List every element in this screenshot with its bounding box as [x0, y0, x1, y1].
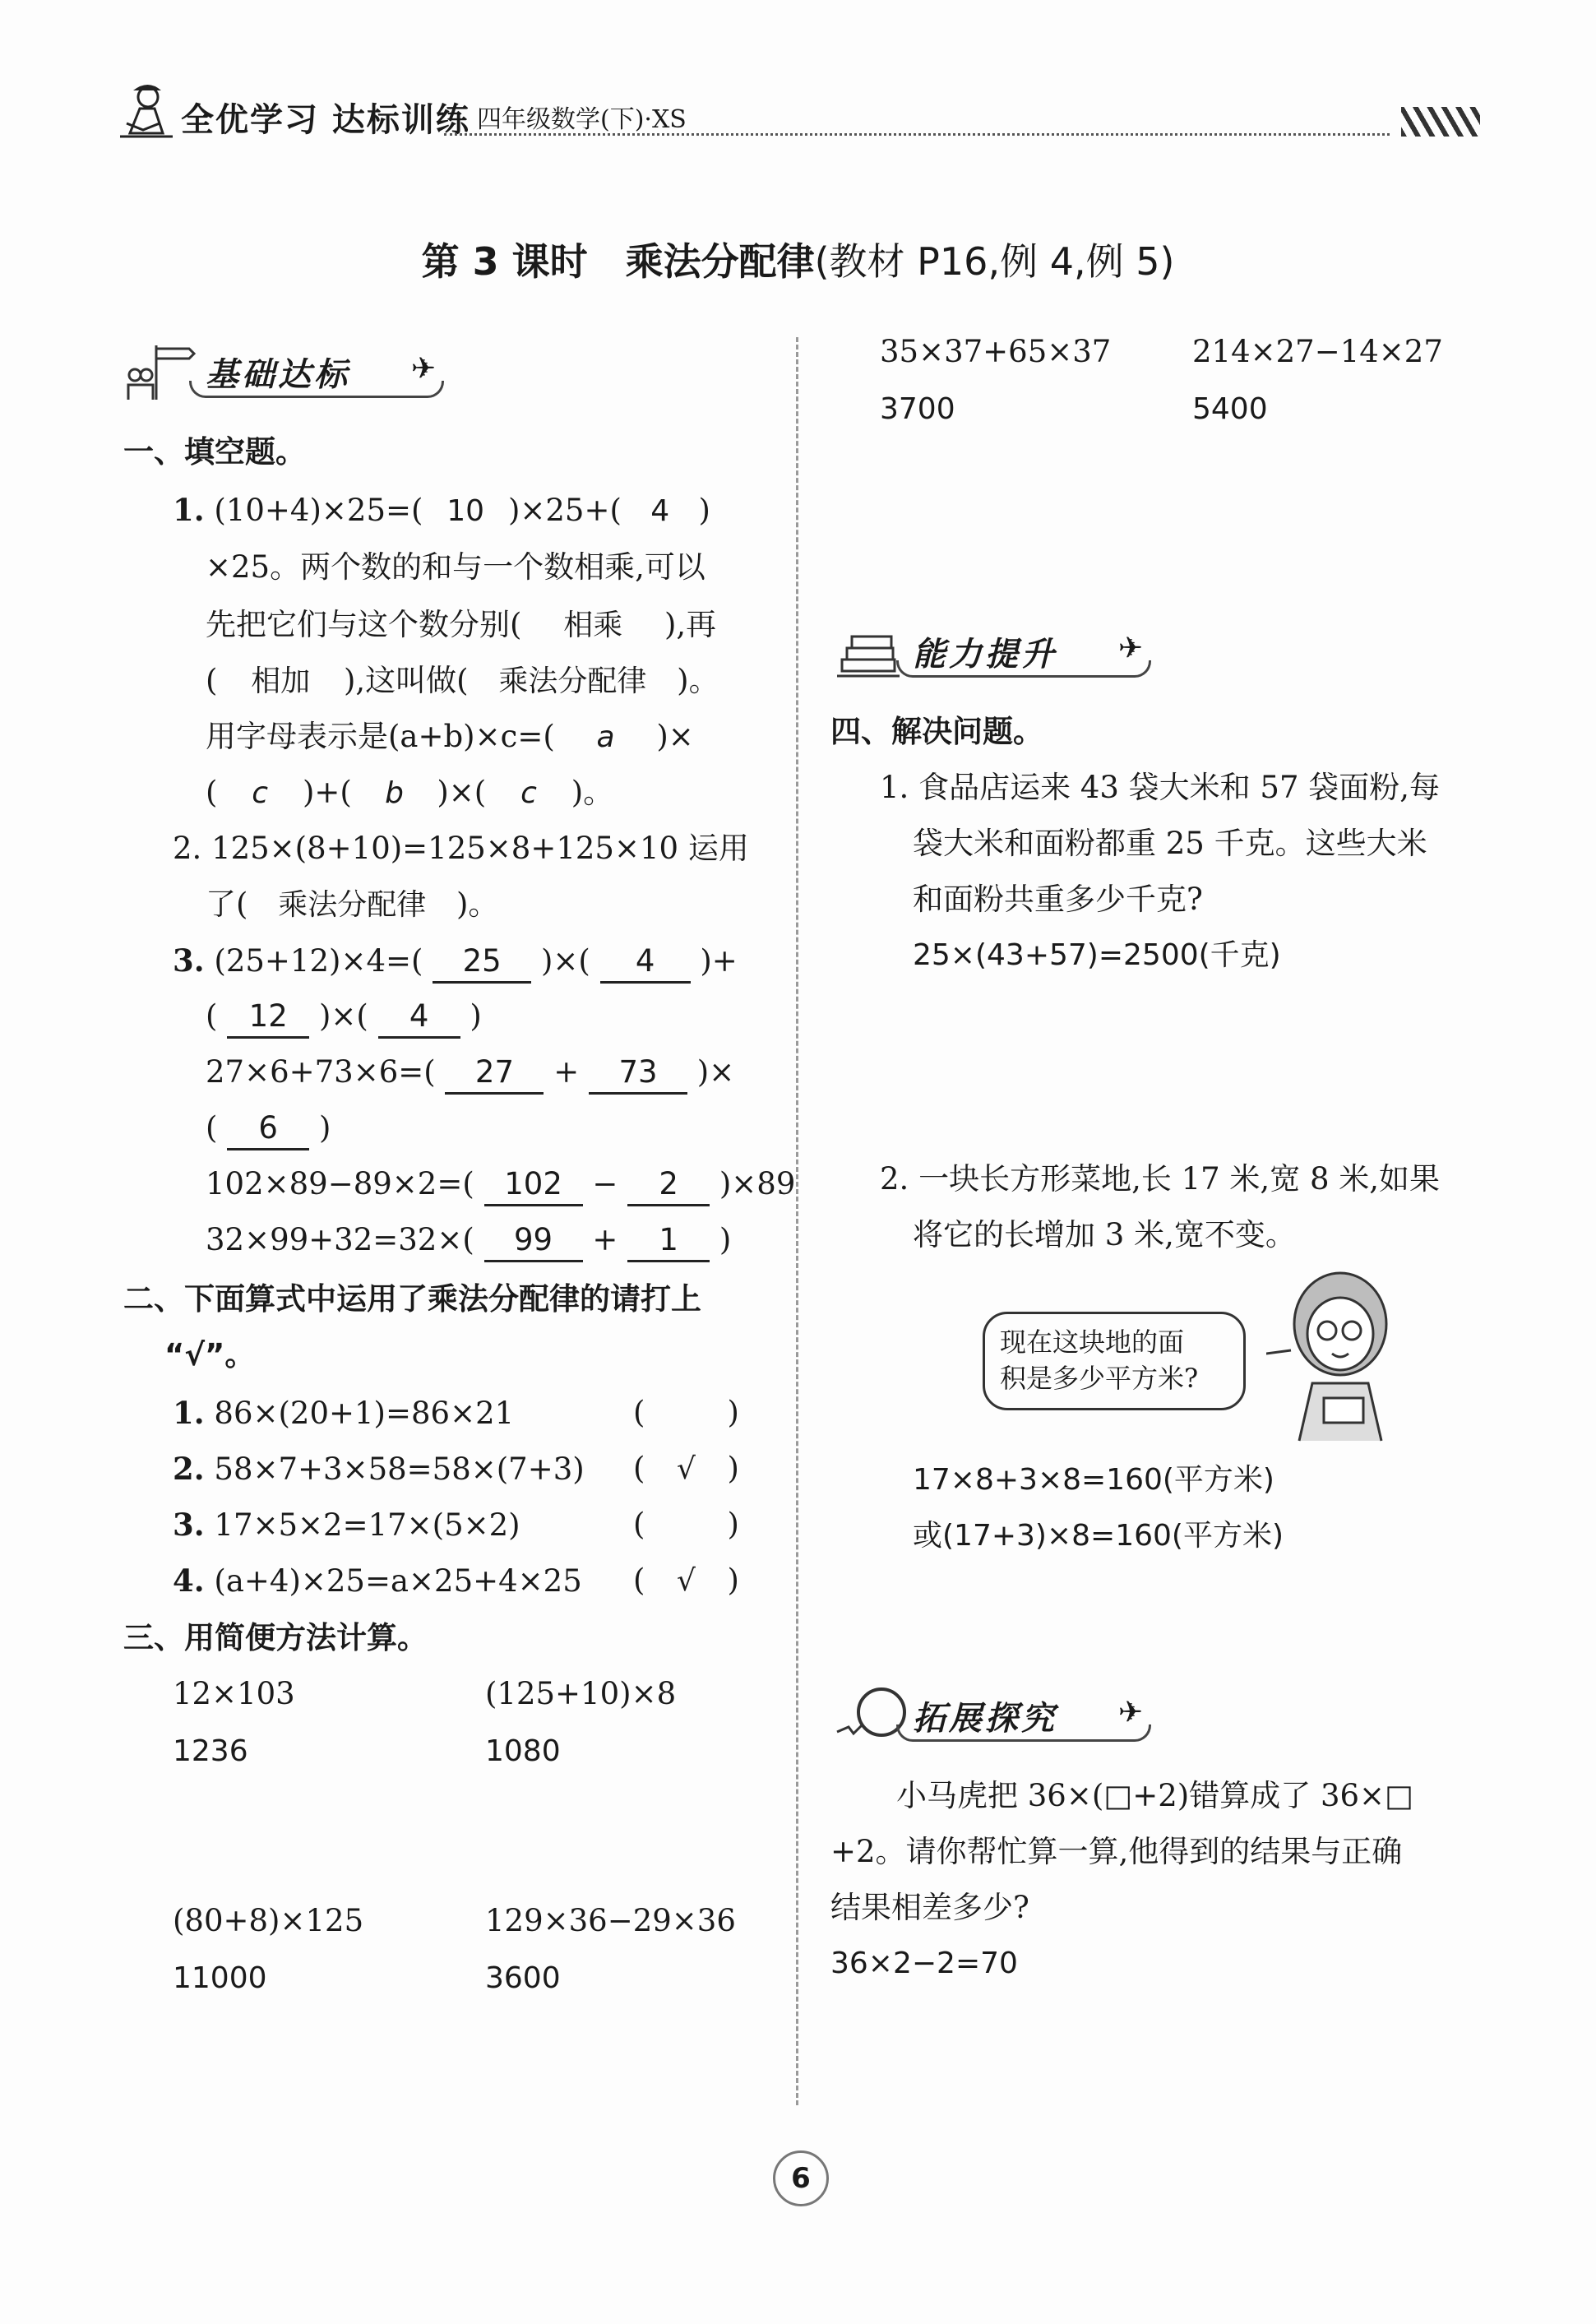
q3b-answer-2: 4 — [378, 997, 460, 1039]
badge-extend-label: 拓展探究 — [913, 1700, 1057, 1738]
q3e-mid: − — [592, 1166, 618, 1201]
p2-line2: 将它的长增加 3 米,宽不变。 — [913, 1217, 1296, 1252]
grade-label: 四年级数学(下)·XS — [477, 105, 687, 134]
q1-text-a: (10+4)×25=( — [214, 493, 423, 528]
q1-l5-answer: a — [596, 720, 615, 754]
q1-text-c: ) — [698, 493, 710, 528]
q3f-answer-1: 99 — [484, 1220, 583, 1262]
lesson-title-main: 第 3 课时 乘法分配律 — [421, 239, 815, 284]
extend-line1: 小马虎把 36×(□+2)错算成了 36×□ — [896, 1778, 1414, 1813]
q1-line5 — [206, 717, 694, 757]
q3b-answer-1: 12 — [227, 997, 309, 1039]
calc-answer: 1236 — [173, 1734, 248, 1768]
q1-l4-text-b: ),这叫做( — [343, 663, 469, 698]
q3f-mid: + — [592, 1222, 618, 1257]
calc-expr: (125+10)×8 — [485, 1676, 677, 1711]
page-number: 6 — [773, 2150, 829, 2206]
q3c-pre: 27×6+73×6=( — [206, 1054, 436, 1090]
header-stripes — [1401, 107, 1480, 137]
check-item — [173, 1505, 520, 1545]
q3-line-d — [206, 1109, 331, 1150]
column-divider — [796, 337, 798, 2105]
q1-l5-text-a: 用字母表示是(a+b)×c=( — [206, 719, 555, 754]
check-item-number: 2. — [173, 1451, 205, 1487]
check-item — [173, 1449, 585, 1489]
q1-line4 — [206, 661, 719, 701]
lesson-title-ref: (教材 P16,例 4,例 5) — [814, 239, 1175, 284]
check-item-box: ( √ ) — [633, 1561, 739, 1601]
q1-line6 — [206, 773, 613, 813]
check-mark: √ — [676, 1452, 696, 1486]
q3c-post: )× — [696, 1054, 735, 1090]
q3-line-a — [173, 941, 738, 984]
q1-answer-1: 10 — [446, 494, 485, 528]
check-item — [173, 1561, 582, 1601]
q3-line-c — [206, 1053, 734, 1095]
q3a-answer-2: 4 — [600, 942, 691, 984]
q2-line2 — [206, 885, 498, 925]
q1-answer-2: 4 — [650, 494, 670, 528]
p2-line1: 2. 一块长方形菜地,长 17 米,宽 8 米,如果 — [880, 1161, 1441, 1197]
q1-line2: ×25。两个数的和与一个数相乘,可以 — [206, 549, 705, 585]
check-item-box: ( ) — [633, 1395, 739, 1430]
q3a-post: )+ — [700, 943, 738, 979]
q1-number: 1. — [173, 492, 205, 528]
q1-l4-text-a: ( — [206, 663, 218, 698]
q1-l4-text-c: )。 — [677, 663, 719, 698]
q1-l3-text-b: ),再 — [664, 607, 717, 642]
q3b-mid: )×( — [318, 998, 368, 1034]
q3e-post: )×89 — [719, 1166, 796, 1201]
q2-line1: 2. 125×(8+10)=125×8+125×10 运用 — [173, 831, 749, 866]
q1-l3-answer: 相乘 — [563, 609, 623, 642]
reading-boy-icon — [115, 82, 178, 148]
badge-extend — [830, 1681, 1151, 1747]
q3-line-f — [206, 1220, 731, 1262]
check-mark: √ — [676, 1564, 696, 1598]
p1-line1: 1. 食品店运来 43 袋大米和 57 袋面粉,每 — [880, 770, 1441, 805]
q3d-post: ) — [318, 1110, 331, 1146]
extend-line3: 结果相差多少? — [830, 1890, 1029, 1925]
p1-line2: 袋大米和面粉都重 25 千克。这些大米 — [913, 826, 1427, 861]
speech-bubble — [983, 1312, 1246, 1410]
q3e-answer-1: 102 — [484, 1164, 583, 1206]
check-item-expr: 58×7+3×58=58×(7+3) — [214, 1451, 585, 1487]
section4-heading: 四、解决问题。 — [830, 714, 1043, 749]
q2-text-b: )。 — [456, 887, 499, 922]
calc-answer: 3700 — [880, 392, 955, 426]
check-item-box: ( ) — [633, 1507, 739, 1542]
bubble-line-2: 积是多少平方米? — [1000, 1363, 1199, 1394]
check-item-number: 4. — [173, 1562, 205, 1599]
section1-heading: 一、填空题。 — [123, 434, 306, 470]
q1-l6-answer-3: c — [520, 776, 537, 810]
q3d-answer: 6 — [227, 1109, 309, 1150]
calc-answer: 1080 — [485, 1734, 561, 1768]
extend-line2: +2。请你帮忙算一算,他得到的结果与正确 — [830, 1834, 1403, 1869]
badge-underline — [896, 660, 1151, 678]
q1-l6-text-b: )+( — [302, 775, 352, 810]
q3f-pre: 32×99+32=32×( — [206, 1222, 474, 1257]
calc-expr: 214×27−14×27 — [1192, 334, 1443, 369]
q2-answer: 乘法分配律 — [278, 888, 427, 922]
q3c-mid: + — [553, 1054, 580, 1090]
calc-expr: (80+8)×125 — [173, 1903, 364, 1938]
signpost-icon — [123, 337, 197, 403]
check-item-expr: 17×5×2=17×(5×2) — [214, 1507, 520, 1543]
q1-l3-text-a: 先把它们与这个数分别( — [206, 607, 522, 642]
q3e-pre: 102×89−89×2=( — [206, 1166, 474, 1201]
lesson-title — [0, 232, 1596, 286]
calc-answer: 11000 — [173, 1961, 267, 1995]
p1-line3: 和面粉共重多少千克? — [913, 882, 1203, 917]
q1-l6-text-c: )×( — [437, 775, 487, 810]
q1-line3 — [206, 605, 716, 646]
p2-answer-2: 或(17+3)×8=160(平方米) — [913, 1519, 1284, 1553]
page-header — [115, 82, 1480, 148]
q3a-answer-1: 25 — [433, 942, 531, 984]
badge-ability-label: 能力提升 — [913, 636, 1057, 674]
q3f-post: ) — [719, 1222, 732, 1257]
check-item-number: 3. — [173, 1507, 205, 1543]
calc-expr: 129×36−29×36 — [485, 1903, 736, 1938]
books-icon — [830, 617, 904, 683]
q3d-pre: ( — [206, 1110, 218, 1146]
calc-expr: 35×37+65×37 — [880, 334, 1112, 369]
q3b-pre: ( — [206, 998, 218, 1034]
q1-text-b: )×25+( — [507, 493, 622, 528]
p2-answer-1: 17×8+3×8=160(平方米) — [913, 1463, 1274, 1497]
q1-l6-text-a: ( — [206, 775, 218, 810]
q1-l5-text-b: )× — [656, 719, 694, 754]
check-item-box: ( √ ) — [633, 1449, 739, 1489]
q3-number: 3. — [173, 942, 205, 979]
check-item-expr: (a+4)×25=a×25+4×25 — [214, 1563, 582, 1599]
section3-heading: 三、用简便方法计算。 — [123, 1620, 428, 1655]
check-item-number: 1. — [173, 1395, 205, 1431]
section2-heading-line2: “√”。 — [164, 1337, 256, 1373]
calc-expr: 12×103 — [173, 1676, 295, 1711]
q2-text-a: 了( — [206, 887, 248, 922]
calc-answer: 3600 — [485, 1961, 561, 1995]
q1-l6-text-d: )。 — [571, 775, 614, 810]
airplane-icon: ✈ — [410, 352, 436, 386]
q3f-answer-2: 1 — [627, 1220, 710, 1262]
section2-heading-line1: 二、下面算式中运用了乘法分配律的请打上 — [123, 1281, 701, 1317]
airplane-icon: ✈ — [1117, 632, 1143, 665]
q3e-answer-2: 2 — [627, 1164, 710, 1206]
q3a-mid: )×( — [540, 943, 590, 979]
q3-line-b — [206, 997, 482, 1039]
q3-line-e — [206, 1164, 795, 1206]
q1-l6-answer-1: c — [252, 776, 269, 810]
teacher-illustration — [1266, 1266, 1414, 1447]
badge-underline — [896, 1724, 1151, 1742]
calc-answer: 5400 — [1192, 392, 1268, 426]
badge-basic-label: 基础达标 — [206, 356, 350, 394]
q1-line1 — [173, 490, 710, 531]
q1-l6-answer-2: b — [385, 776, 405, 810]
extend-answer: 36×2−2=70 — [830, 1947, 1018, 1980]
q3c-answer-1: 27 — [445, 1053, 544, 1095]
badge-basic — [123, 337, 444, 403]
check-item — [173, 1393, 514, 1433]
q3b-post: ) — [470, 998, 482, 1034]
q3a-pre: (25+12)×4=( — [214, 943, 423, 979]
brand-title: 全优学习 达标训练 — [181, 101, 470, 139]
badge-underline — [189, 381, 444, 398]
p1-answer: 25×(43+57)=2500(千克) — [913, 938, 1281, 972]
q1-l4-answer-1: 相加 — [251, 664, 311, 698]
q1-l4-answer-2: 乘法分配律 — [498, 664, 647, 698]
badge-ability — [830, 617, 1151, 683]
bubble-line-1: 现在这块地的面 — [1000, 1326, 1185, 1358]
airplane-icon: ✈ — [1117, 1696, 1143, 1729]
check-item-expr: 86×(20+1)=86×21 — [214, 1396, 515, 1431]
q3c-answer-2: 73 — [589, 1053, 687, 1095]
